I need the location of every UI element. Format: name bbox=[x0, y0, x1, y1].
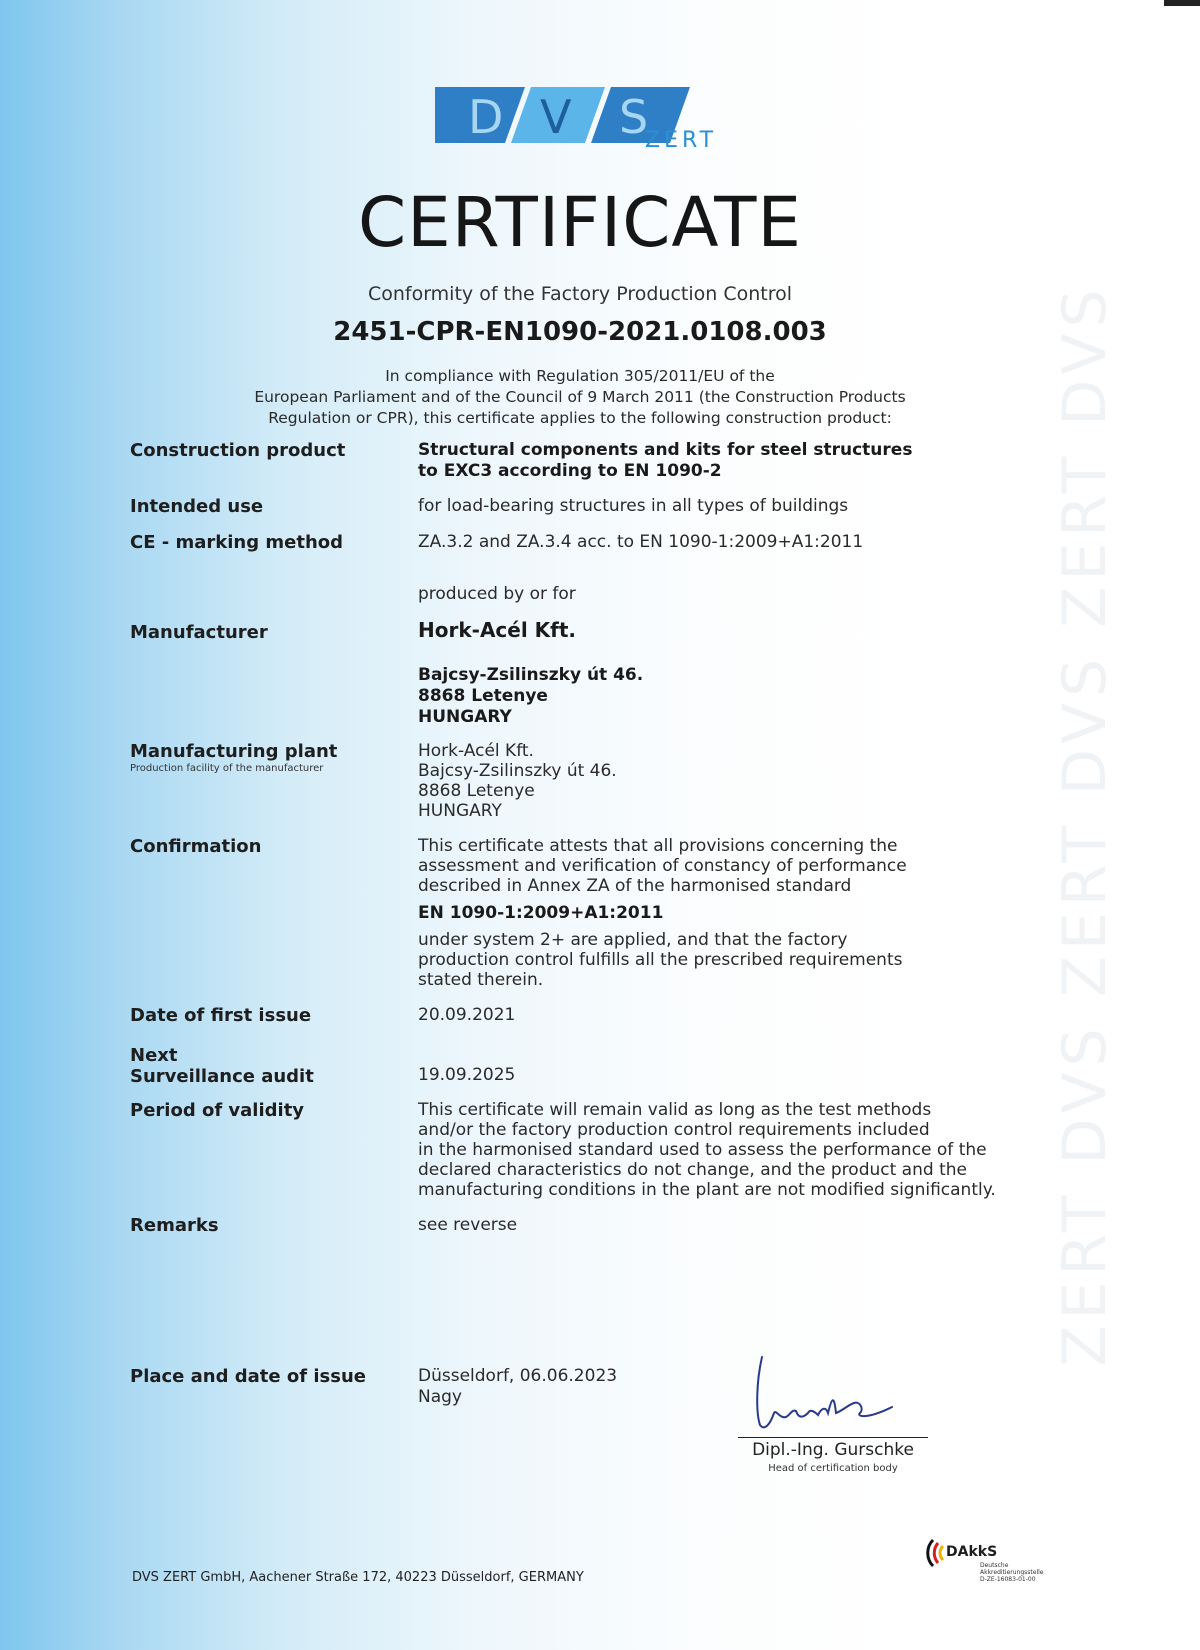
validity-line: manufacturing conditions in the plant are not modified significantly. bbox=[418, 1180, 996, 1200]
address-line: Bajcsy-Zsilinszky út 46. bbox=[418, 665, 644, 685]
produced-by-text: produced by or for bbox=[418, 584, 576, 604]
intended-use-value: for load-bearing structures in all types of buildings bbox=[418, 496, 849, 516]
dakks-mark-icon bbox=[925, 1538, 947, 1568]
signatory-role: Head of certification body bbox=[768, 1463, 898, 1474]
value-line: to EXC3 according to EN 1090-2 bbox=[418, 461, 722, 481]
footer-address: DVS ZERT GmbH, Aachener Straße 172, 40223 Düsseldorf, GERMANY bbox=[132, 1570, 584, 1585]
next-audit-label-line: Surveillance audit bbox=[130, 1066, 314, 1087]
plant-line: Bajcsy-Zsilinszky út 46. bbox=[418, 761, 617, 781]
construction-product-label: Construction product bbox=[130, 440, 346, 461]
validity-label: Period of validity bbox=[130, 1100, 305, 1121]
plant-line: 8868 Letenye bbox=[418, 781, 535, 801]
dakks-name: DAkkS bbox=[946, 1544, 998, 1560]
logo-letter-s: S bbox=[619, 90, 649, 144]
dakks-line: Deutsche bbox=[980, 1562, 1009, 1569]
confirmation-line: assessment and verification of constancy of performance bbox=[418, 856, 907, 876]
dakks-line: Akkreditierungsstelle bbox=[980, 1569, 1044, 1576]
dakks-details bbox=[980, 1562, 1043, 1583]
address-line: 8868 Letenye bbox=[418, 686, 548, 706]
manufacturer-address bbox=[418, 665, 643, 728]
manufacturing-plant-sublabel: Production facility of the manufacturer bbox=[130, 763, 324, 774]
certificate-number: 2451-CPR-EN1090-2021.0108.003 bbox=[333, 317, 827, 347]
confirmation-line: under system 2+ are applied, and that the factory bbox=[418, 930, 848, 950]
scan-corner-mark bbox=[1164, 0, 1200, 6]
watermark-text: ZERT DVS ZERT DVS ZERT DVS bbox=[1050, 283, 1120, 1367]
manufacturer-name: Hork-Acél Kft. bbox=[418, 618, 577, 642]
place-date-label: Place and date of issue bbox=[130, 1366, 366, 1387]
confirmation-text-2 bbox=[418, 930, 902, 990]
place-date-value bbox=[418, 1366, 617, 1408]
validity-line: and/or the factory production control requirements included bbox=[418, 1120, 930, 1140]
page-subtitle: Conformity of the Factory Production Control bbox=[367, 283, 793, 305]
plant-line: Hork-Acél Kft. bbox=[418, 741, 534, 761]
logo-letter-v: V bbox=[540, 90, 572, 144]
signatory-name: Dipl.-Ing. Gurschke bbox=[752, 1440, 914, 1460]
first-issue-label: Date of first issue bbox=[130, 1005, 312, 1026]
confirmation-text-1 bbox=[418, 836, 907, 896]
next-audit-value: 19.09.2025 bbox=[418, 1065, 516, 1085]
intro-text bbox=[0, 366, 1160, 429]
ce-marking-label: CE - marking method bbox=[130, 532, 344, 553]
place-date-line: Düsseldorf, 06.06.2023 bbox=[418, 1366, 618, 1386]
validity-line: in the harmonised standard used to assess the performance of the bbox=[418, 1140, 987, 1160]
confirmation-line: described in Annex ZA of the harmonised standard bbox=[418, 876, 852, 896]
dvs-zert-logo bbox=[435, 85, 755, 155]
remarks-value: see reverse bbox=[418, 1215, 518, 1235]
validity-value bbox=[418, 1100, 996, 1200]
first-issue-value: 20.09.2021 bbox=[418, 1005, 516, 1025]
confirmation-standard: EN 1090-1:2009+A1:2011 bbox=[418, 903, 664, 923]
place-date-line: Nagy bbox=[418, 1387, 462, 1407]
next-audit-label-line: Next bbox=[130, 1045, 178, 1066]
dakks-accreditation-logo bbox=[925, 1538, 1065, 1598]
confirmation-line: This certificate attests that all provisions concerning the bbox=[418, 836, 898, 856]
confirmation-line: stated therein. bbox=[418, 970, 544, 990]
intended-use-label: Intended use bbox=[130, 496, 264, 517]
logo-suffix: ZERT bbox=[645, 128, 718, 153]
construction-product-value bbox=[418, 440, 912, 482]
validity-line: This certificate will remain valid as long as the test methods bbox=[418, 1100, 932, 1120]
address-line: HUNGARY bbox=[418, 707, 512, 727]
next-audit-label bbox=[130, 1045, 314, 1087]
confirmation-label: Confirmation bbox=[130, 836, 262, 857]
manufacturing-plant-label: Manufacturing plant bbox=[130, 741, 338, 762]
manufacturing-plant-value bbox=[418, 741, 617, 821]
remarks-label: Remarks bbox=[130, 1215, 219, 1236]
dakks-line: D-ZE-16083-01-00 bbox=[980, 1576, 1036, 1583]
plant-line: HUNGARY bbox=[418, 801, 502, 821]
intro-line: In compliance with Regulation 305/2011/EU of the bbox=[385, 367, 775, 385]
manufacturer-label: Manufacturer bbox=[130, 622, 268, 643]
intro-line: Regulation or CPR), this certificate applies to the following construction product: bbox=[268, 409, 892, 427]
validity-line: declared characteristics do not change, and the product and the bbox=[418, 1160, 967, 1180]
confirmation-line: production control fulfills all the prescribed requirements bbox=[418, 950, 903, 970]
intro-line: European Parliament and of the Council of 9 March 2011 (the Construction Products bbox=[254, 388, 906, 406]
ce-marking-value: ZA.3.2 and ZA.3.4 acc. to EN 1090-1:2009+A1:2011 bbox=[418, 532, 864, 552]
page-title: CERTIFICATE bbox=[357, 183, 802, 263]
logo-letter-d: D bbox=[468, 90, 504, 144]
handwritten-signature bbox=[752, 1355, 902, 1435]
value-line: Structural components and kits for steel structures bbox=[418, 440, 913, 460]
signature-line bbox=[738, 1437, 928, 1438]
